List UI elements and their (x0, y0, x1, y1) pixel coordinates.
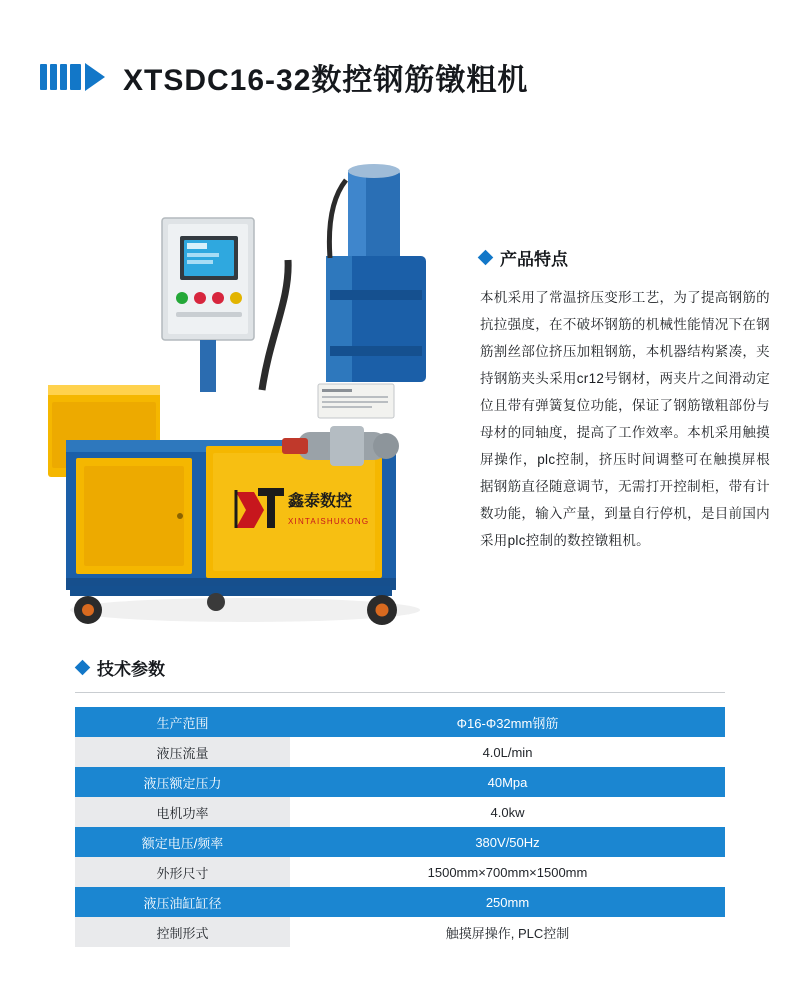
spec-key: 外形尺寸 (75, 857, 290, 887)
table-row (75, 827, 725, 857)
page-title: XTSDC16-32数控钢筋镦粗机 (123, 64, 529, 97)
features-heading-label: 产品特点 (500, 250, 568, 269)
spec-value: 1500mm×700mm×1500mm (290, 857, 725, 887)
table-row (75, 857, 725, 887)
specs-heading-label: 技术参数 (97, 660, 165, 679)
table-row (75, 707, 725, 737)
spec-value: 40Mpa (290, 767, 725, 797)
svg-text:XINTAISHUKONG: XINTAISHUKONG (288, 517, 370, 526)
table-row (75, 797, 725, 827)
product-image (30, 140, 450, 640)
machine-illustration (30, 140, 450, 640)
spec-value: 4.0kw (290, 797, 725, 827)
blue-bars-arrow-icon (40, 63, 105, 91)
spec-key: 电机功率 (75, 797, 290, 827)
table-row (75, 767, 725, 797)
specs-table (75, 707, 725, 947)
spec-key: 生产范围 (75, 707, 290, 737)
spec-key: 液压流量 (75, 737, 290, 767)
spec-key: 液压油缸缸径 (75, 887, 290, 917)
features-body: 本机采用了常温挤压变形工艺，为了提高钢筋的抗拉强度，在不破坏钢筋的机械性能情况下在钢筋割丝部位挤压加粗钢筋，本机器结构紧凑，夹持钢筋夹头采用cr12号钢材，两夹片之间滑动定位且带有弹簧复位功能，保证了钢筋镦粗部份与母材的同轴度，提高了工作效率。本机采用触摸屏操作，plc控制，挤压时间调整可在触摸屏根据钢筋直径随意调节，无需打开控制柜，带有计数功能，输入产量，到量自行停机，是目前国内采用plc控制的数控镦粗机。 (480, 290, 770, 548)
spec-value: 250mm (290, 887, 725, 917)
svg-text:鑫泰数控: 鑫泰数控 (288, 491, 353, 510)
spec-key: 液压额定压力 (75, 767, 290, 797)
spec-value: 380V/50Hz (290, 827, 725, 857)
features-heading (480, 245, 770, 270)
spec-value: 4.0L/min (290, 737, 725, 767)
specs-heading (75, 655, 725, 680)
specs-divider (75, 692, 725, 693)
table-row (75, 887, 725, 917)
product-features-section (480, 245, 770, 554)
tech-specs-section (75, 655, 725, 947)
table-row (75, 917, 725, 947)
page-header (40, 55, 528, 99)
spec-value: Φ16-Φ32mm钢筋 (290, 707, 725, 737)
spec-key: 控制形式 (75, 917, 290, 947)
spec-value: 触摸屏操作, PLC控制 (290, 917, 725, 947)
table-row (75, 737, 725, 767)
diamond-bullet-icon (478, 250, 494, 266)
spec-key: 额定电压/频率 (75, 827, 290, 857)
diamond-bullet-icon (75, 660, 91, 676)
